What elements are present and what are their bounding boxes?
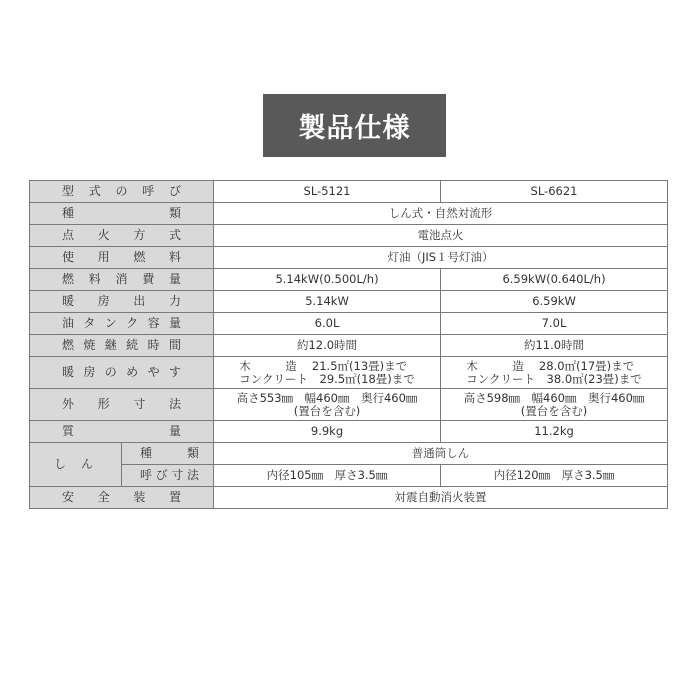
row-ignition xyxy=(30,225,668,247)
value-fuel: 灯油（JIS１号灯油） xyxy=(214,247,668,269)
label-char: 暖 xyxy=(62,365,75,379)
label-char: 質 xyxy=(62,424,75,438)
label-char: 費 xyxy=(142,272,155,286)
label-char: 房 xyxy=(83,365,96,379)
label-burn-time xyxy=(30,335,214,357)
dimensions-size: 高さ553㎜ 幅460㎜ 奥行460㎜ xyxy=(236,390,418,405)
label-char: 量 xyxy=(169,424,182,438)
label-char: め xyxy=(126,365,139,379)
label-char: 置 xyxy=(168,490,181,504)
label-char: 焼 xyxy=(83,338,96,352)
value-burn-time-1: 約12.0時間 xyxy=(214,335,441,357)
value-weight-1: 9.9kg xyxy=(214,421,441,443)
label-text xyxy=(30,317,213,330)
value-ignition: 電池点火 xyxy=(214,225,668,247)
model-1: SL-5121 xyxy=(214,181,441,203)
value-wick-size-2: 内径120㎜ 厚さ3.5㎜ xyxy=(441,465,668,487)
label-text xyxy=(30,251,213,264)
room-size-wood: 木 造 28.0㎡(17畳)まで xyxy=(466,358,635,373)
row-dimensions xyxy=(30,389,668,421)
label-char: す xyxy=(168,365,181,379)
value-type: しん式・自然対流形 xyxy=(214,203,668,225)
label-text xyxy=(122,469,213,482)
value-burn-time-2: 約11.0時間 xyxy=(441,335,668,357)
label-safety xyxy=(30,487,214,509)
row-consumption xyxy=(30,269,668,291)
value-tank-1: 6.0L xyxy=(214,313,441,335)
label-text xyxy=(30,366,213,379)
value-consumption-1: 5.14kW(0.500L/h) xyxy=(214,269,441,291)
room-size-concrete: コンクリート 29.5㎡(18畳)まで xyxy=(239,371,415,386)
label-char: 容 xyxy=(147,316,160,330)
label-char: 種 xyxy=(62,206,75,220)
label-char: 用 xyxy=(97,250,110,264)
label-char: の xyxy=(115,184,128,198)
value-safety: 対震自動消火装置 xyxy=(214,487,668,509)
value-room-size-1 xyxy=(214,357,441,389)
label-char: 呼 xyxy=(140,468,153,482)
row-output xyxy=(30,291,668,313)
value-tank-2: 7.0L xyxy=(441,313,668,335)
value-room-size-2 xyxy=(441,357,668,389)
row-type xyxy=(30,203,668,225)
value-dimensions-1 xyxy=(214,389,441,421)
label-char: や xyxy=(147,365,160,379)
label-char: 料 xyxy=(168,250,181,264)
label-char: 外 xyxy=(62,397,75,411)
label-char: 寸 xyxy=(171,468,184,482)
label-text xyxy=(30,491,213,504)
label-consumption xyxy=(30,269,214,291)
label-text xyxy=(30,185,213,198)
label-char: 形 xyxy=(97,397,110,411)
label-char: 消 xyxy=(115,272,128,286)
label-room-size xyxy=(30,357,214,389)
label-dimensions xyxy=(30,389,214,421)
row-model xyxy=(30,181,668,203)
label-text xyxy=(30,273,213,286)
label-text xyxy=(30,295,213,308)
label-char: 出 xyxy=(133,294,146,308)
label-ignition xyxy=(30,225,214,247)
label-char: 油 xyxy=(62,316,75,330)
model-2: SL-6621 xyxy=(441,181,668,203)
row-weight xyxy=(30,421,668,443)
label-char: 料 xyxy=(88,272,101,286)
row-room-size xyxy=(30,357,668,389)
label-wick-type xyxy=(122,443,214,465)
label-char: し xyxy=(54,457,67,471)
label-char: 式 xyxy=(168,228,181,242)
label-text xyxy=(30,229,213,242)
value-consumption-2: 6.59kW(0.640L/h) xyxy=(441,269,668,291)
label-char: 全 xyxy=(97,490,110,504)
row-wick-size xyxy=(30,465,668,487)
label-text xyxy=(30,339,213,352)
label-char: ン xyxy=(104,316,117,330)
label-char: 時 xyxy=(147,338,160,352)
label-text xyxy=(30,458,121,471)
label-text xyxy=(30,425,213,438)
row-burn-time xyxy=(30,335,668,357)
label-char: 続 xyxy=(126,338,139,352)
label-char: 房 xyxy=(97,294,110,308)
label-char: 安 xyxy=(62,490,75,504)
label-char: 装 xyxy=(133,490,146,504)
value-weight-2: 11.2kg xyxy=(441,421,668,443)
label-wick xyxy=(30,443,122,487)
label-char: 法 xyxy=(186,468,199,482)
page-title: 製品仕様 xyxy=(263,94,446,157)
label-char: ん xyxy=(80,457,93,471)
value-output-1: 5.14kW xyxy=(214,291,441,313)
row-fuel xyxy=(30,247,668,269)
label-char: の xyxy=(104,365,117,379)
label-tank xyxy=(30,313,214,335)
spec-table xyxy=(29,180,668,509)
label-char: 暖 xyxy=(62,294,75,308)
dimensions-size: 高さ598㎜ 幅460㎜ 奥行460㎜ xyxy=(463,390,645,405)
label-char: 方 xyxy=(133,228,146,242)
row-wick-type xyxy=(30,443,668,465)
label-char: 継 xyxy=(104,338,117,352)
label-char: 量 xyxy=(169,272,182,286)
label-char: タ xyxy=(83,316,96,330)
label-char: 種 xyxy=(140,446,153,460)
label-char: 燃 xyxy=(62,272,75,286)
label-char: 式 xyxy=(88,184,101,198)
label-char: 呼 xyxy=(142,184,155,198)
room-size-concrete: コンクリート 38.0㎡(23畳)まで xyxy=(466,371,642,386)
label-char: び xyxy=(155,468,168,482)
value-wick-size-1: 内径105㎜ 厚さ3.5㎜ xyxy=(214,465,441,487)
label-char: 類 xyxy=(187,446,200,460)
label-weight xyxy=(30,421,214,443)
label-char: 点 xyxy=(62,228,75,242)
label-char: 法 xyxy=(168,397,181,411)
room-size-wood: 木 造 21.5㎡(13畳)まで xyxy=(239,358,408,373)
label-text xyxy=(122,447,213,460)
label-char: 燃 xyxy=(133,250,146,264)
label-char: 火 xyxy=(97,228,110,242)
label-char: 燃 xyxy=(62,338,75,352)
label-type xyxy=(30,203,214,225)
dimensions-note: (置台を含む) xyxy=(520,403,588,418)
label-wick-size xyxy=(122,465,214,487)
value-dimensions-2 xyxy=(441,389,668,421)
label-char: 寸 xyxy=(133,397,146,411)
label-char: 間 xyxy=(168,338,181,352)
label-char: ク xyxy=(126,316,139,330)
label-text xyxy=(30,398,213,411)
label-output xyxy=(30,291,214,313)
label-fuel xyxy=(30,247,214,269)
dimensions-note: (置台を含む) xyxy=(293,403,361,418)
value-wick-type: 普通筒しん xyxy=(214,443,668,465)
value-output-2: 6.59kW xyxy=(441,291,668,313)
label-model xyxy=(30,181,214,203)
label-char: 類 xyxy=(169,206,182,220)
label-char: 力 xyxy=(168,294,181,308)
label-char: 使 xyxy=(62,250,75,264)
label-char: 型 xyxy=(62,184,75,198)
row-tank xyxy=(30,313,668,335)
row-safety xyxy=(30,487,668,509)
label-char: び xyxy=(169,184,182,198)
label-char: 量 xyxy=(168,316,181,330)
label-text xyxy=(30,207,213,220)
